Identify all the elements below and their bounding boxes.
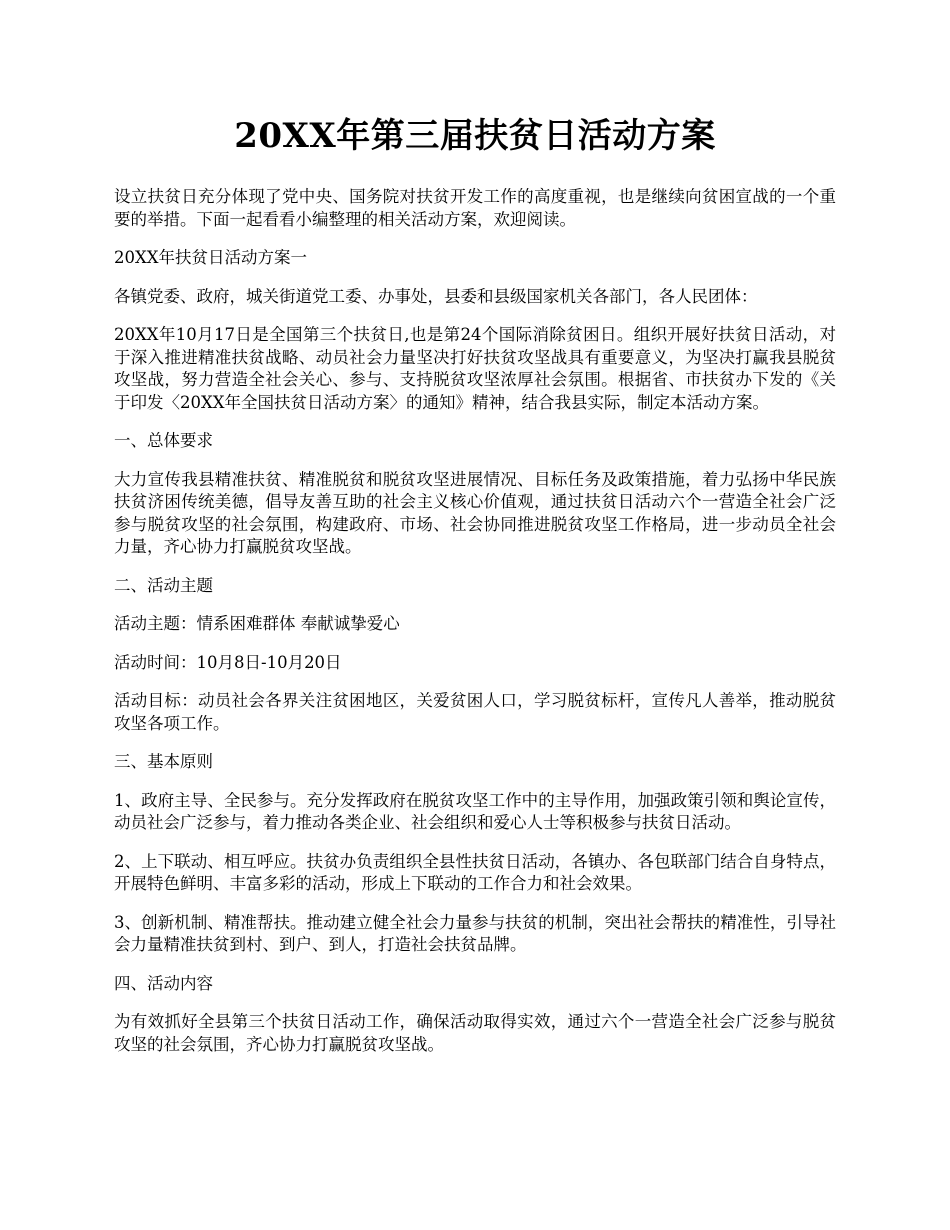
document-title: 20XX年第三届扶贫日活动方案	[234, 116, 716, 156]
principle-1: 1、政府主导、全民参与。充分发挥政府在脱贫攻坚工作中的主导作用，加强政策引领和舆论宣传，动员社会广泛参与，着力推动各类企业、社会组织和爱心人士等积极参与扶贫日活动。	[114, 790, 836, 832]
addressee-paragraph: 各镇党委、政府，城关街道党工委、办事处，县委和县级国家机关各部门，各人民团体：	[114, 286, 758, 306]
principle-2: 2、上下联动、相互呼应。扶贫办负责组织全县性扶贫日活动，各镇办、各包联部门结合自身特点，开展特色鲜明、丰富多彩的活动，形成上下联动的工作合力和社会效果。	[114, 851, 836, 893]
principle-3: 3、创新机制、精准帮扶。推动建立健全社会力量参与扶贫的机制，突出社会帮扶的精准性，引导社会力量精准扶贫到村、到户、到人，打造社会扶贫品牌。	[114, 912, 836, 954]
document-page	[114, 108, 836, 1072]
plan-heading: 20XX年扶贫日活动方案一	[114, 248, 307, 267]
section-heading-1: 一、总体要求	[114, 431, 213, 450]
activity-time: 活动时间：10月8日-10月20日	[114, 652, 342, 672]
activity-theme: 活动主题：情系困难群体 奉献诚挚爱心	[114, 614, 400, 633]
background-paragraph: 20XX年10月17日是全国第三个扶贫日,也是第24个国际消除贫困日。组织开展好扶贫日活动，对于深入推进精准扶贫战略、动员社会力量坚决打好扶贫攻坚战具有重要意义，为坚决打赢我县脱贫攻坚战，努力营造全社会关心、参与、支持脱贫攻坚浓厚社会氛围。根据省、市扶贫办下发的《关于印发〈20XX年全国扶贫日活动方案〉的通知》精神，结合我县实际，制定本活动方案。	[114, 325, 836, 412]
section-heading-2: 二、活动主题	[114, 575, 213, 595]
section-heading-4: 四、活动内容	[114, 973, 213, 993]
requirements-paragraph: 大力宣传我县精准扶贫、精准脱贫和脱贫攻坚进展情况、目标任务及政策措施，着力弘扬中华民族扶贫济困传统美德，倡导友善互助的社会主义核心价值观，通过扶贫日活动六个一营造全社会广泛参与脱贫攻坚的社会氛围，构建政府、市场、社会协同推进脱贫攻坚工作格局，进一步动员全社会力量，齐心协力打赢脱贫攻坚战。	[114, 469, 836, 556]
activity-goal: 活动目标：动员社会各界关注贫困地区，关爱贫困人口，学习脱贫标杆，宣传凡人善举，推动脱贫攻坚各项工作。	[114, 691, 836, 733]
content-paragraph: 为有效抓好全县第三个扶贫日活动工作，确保活动取得实效，通过六个一营造全社会广泛参与脱贫攻坚的社会氛围，齐心协力打赢脱贫攻坚战。	[114, 1012, 836, 1054]
intro-paragraph: 设立扶贫日充分体现了党中央、国务院对扶贫开发工作的高度重视，也是继续向贫困宣战的一个重要的举措。下面一起看看小编整理的相关活动方案，欢迎阅读。	[114, 187, 836, 229]
section-heading-3: 三、基本原则	[114, 752, 213, 771]
